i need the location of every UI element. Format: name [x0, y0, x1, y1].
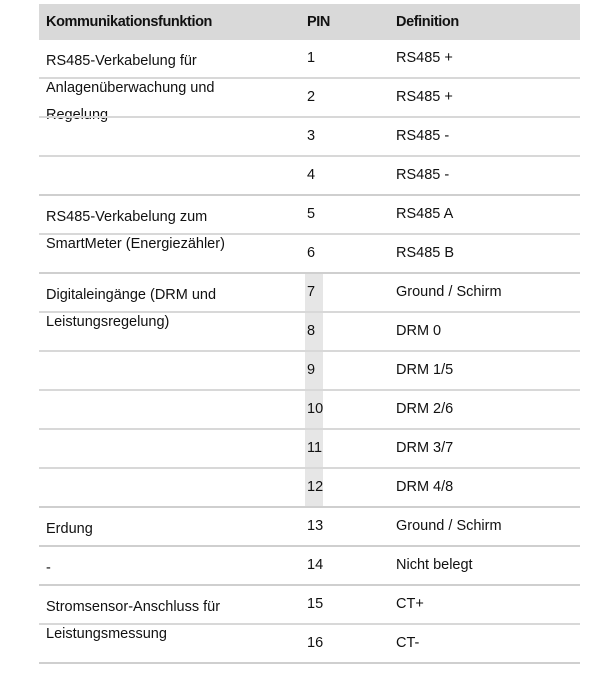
function-text: Anlagenüberwachung und	[46, 80, 215, 96]
function-text: RS485-Verkabelung zum	[46, 209, 208, 225]
function-text: Regelung	[46, 107, 109, 123]
header-function: Kommunikationsfunktion	[46, 14, 213, 30]
table-row	[39, 196, 580, 235]
pin-number: 8	[307, 323, 316, 339]
table-row	[39, 235, 580, 272]
pin-number: 1	[307, 50, 316, 66]
pin-number: 4	[307, 167, 316, 183]
function-text: SmartMeter (Energiezähler)	[46, 236, 225, 252]
table-row	[39, 79, 580, 118]
table-row	[39, 40, 580, 79]
function-text: Erdung	[46, 521, 93, 537]
pin-definition: RS485 B	[396, 245, 455, 261]
pin-number: 11	[307, 440, 323, 456]
table-group	[39, 586, 580, 664]
function-text: Leistungsmessung	[46, 626, 167, 642]
table-row	[39, 274, 580, 313]
table-row	[39, 625, 580, 662]
table-row	[39, 157, 580, 194]
pin-definition: CT+	[396, 596, 424, 612]
table-body	[39, 40, 580, 664]
table-header	[39, 4, 580, 40]
pin-definition: RS485 A	[396, 206, 454, 222]
function-text: -	[46, 560, 51, 576]
table-group	[39, 547, 580, 586]
pin-definition: DRM 2/6	[396, 401, 454, 417]
pin-number: 14	[307, 557, 324, 573]
pin-definition: DRM 3/7	[396, 440, 454, 456]
table-row	[39, 118, 580, 157]
pin-number: 15	[307, 596, 324, 612]
table-group	[39, 508, 580, 547]
table-row	[39, 430, 580, 469]
pin-definition: RS485 +	[396, 89, 453, 105]
pin-definition: RS485 +	[396, 50, 453, 66]
table-row	[39, 352, 580, 391]
pin-definition: Nicht belegt	[396, 557, 473, 573]
header-definition: Definition	[396, 14, 459, 30]
table-row	[39, 586, 580, 625]
function-text: Leistungsregelung)	[46, 314, 170, 330]
pin-definition: RS485 -	[396, 128, 450, 144]
pin-definition: DRM 1/5	[396, 362, 454, 378]
table-row	[39, 469, 580, 506]
pin-definition: Ground / Schirm	[396, 518, 502, 534]
pin-number: 12	[307, 479, 324, 495]
pin-definition: RS485 -	[396, 167, 450, 183]
pin-definition: Ground / Schirm	[396, 284, 502, 300]
pin-definition: CT-	[396, 635, 420, 651]
pin-number: 2	[307, 89, 316, 105]
table-group	[39, 274, 580, 508]
function-text: RS485-Verkabelung für	[46, 53, 197, 69]
table-group	[39, 196, 580, 274]
pin-definition: DRM 4/8	[396, 479, 454, 495]
pin-number: 6	[307, 245, 316, 261]
function-text: Digitaleingänge (DRM und	[46, 287, 217, 303]
header-pin: PIN	[307, 14, 330, 30]
pin-number: 16	[307, 635, 324, 651]
pin-definition: DRM 0	[396, 323, 442, 339]
table-row	[39, 508, 580, 545]
table-row	[39, 547, 580, 584]
pin-number: 10	[307, 401, 324, 417]
pin-number: 5	[307, 206, 316, 222]
function-text: Stromsensor-Anschluss für	[46, 599, 221, 615]
table-row	[39, 313, 580, 352]
pin-number: 9	[307, 362, 316, 378]
pin-definition-table	[39, 4, 580, 664]
pin-number: 13	[307, 518, 324, 534]
pin-number: 3	[307, 128, 316, 144]
table-row	[39, 391, 580, 430]
table-group	[39, 40, 580, 196]
pin-number: 7	[307, 284, 316, 300]
